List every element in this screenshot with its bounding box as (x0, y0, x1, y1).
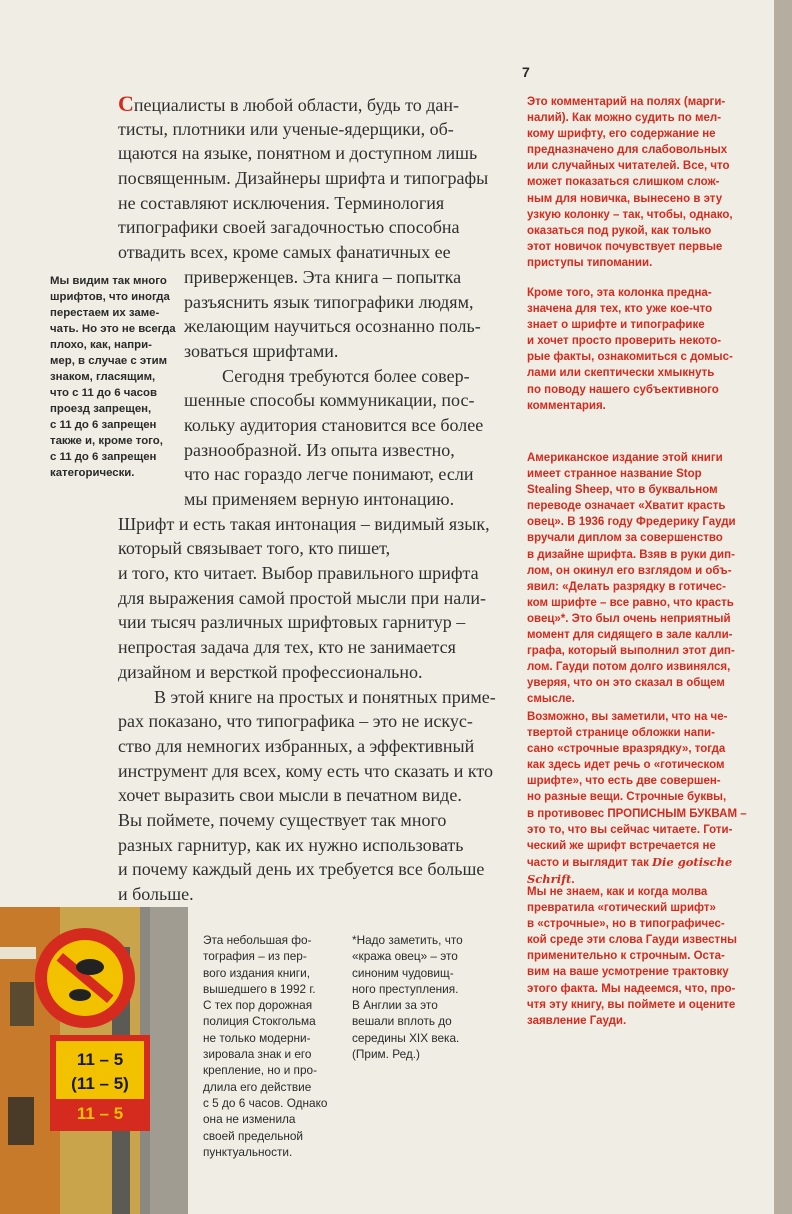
margin-line: Schrift. (527, 871, 575, 886)
left-note-line: Мы видим так много (50, 275, 167, 287)
main-line: ство для немногих избранных, а эффективный (118, 735, 475, 756)
margin-line: это то, что вы сейчас читаете. Готи- (527, 823, 733, 836)
margin-line: переводе означает «Хватит красть (527, 500, 726, 513)
main-line: пециалисты в любой области, будь то дан- (133, 95, 459, 115)
margin-line (527, 854, 747, 871)
margin-line: ком шрифте – все равно, что красть (527, 596, 734, 609)
main-text (118, 92, 496, 907)
margin-line-text: часто и выглядит так (527, 856, 649, 869)
margin-line: как здесь идет речь о «готическом (527, 759, 725, 772)
main-line: хочет выразить свои мысли в печатном виде. (118, 785, 462, 806)
footnote-line: синоним чудовищ- (352, 965, 454, 980)
margin-line: ным для новичка, вынесено в эту (527, 192, 723, 205)
caption-line: пунктуальности. (203, 1144, 293, 1159)
margin-line: графа, который выполнил этот дип- (527, 645, 735, 658)
main-line: мы применяем верную интонацию. (184, 489, 455, 509)
left-note-line: знаком, гласящим, (50, 371, 156, 383)
margin-line: момент для сидящего в зале калли- (527, 629, 733, 642)
margin-line: овец»*. Это был очень неприятный (527, 612, 731, 625)
footnote-line: «кража овец» – это (352, 949, 458, 964)
footnote-line: *Надо заметить, что (352, 933, 463, 947)
footnote-line: вешали вплоть до (352, 1014, 452, 1029)
margin-line: лом. Гауди потом долго извинялся, (527, 661, 731, 674)
margin-line: заявление Гауди. (527, 1014, 627, 1027)
margin-line: кой среде эти слова Гауди известны (527, 934, 737, 947)
margin-line: рые факты, ознакомиться с домыс- (527, 351, 733, 364)
main-line: который связывает того, кто пишет, (118, 538, 391, 559)
main-line: желающим научиться осознанно поль- (184, 316, 481, 337)
margin-line: Возможно, вы заметили, что на че- (527, 711, 728, 723)
margin-line: уверяя, что он это сказал в общем (527, 677, 725, 690)
caption-line: с 5 до 6 часов. Однако (203, 1095, 328, 1110)
main-line: зоваться шрифтами. (184, 340, 339, 361)
left-note-line: проезд запрещен, (50, 403, 152, 415)
margin-line: применительно к строчным. Оста- (527, 950, 725, 963)
margin-line: Stealing Sheep, что в буквальном (527, 484, 718, 497)
left-note-line: перестаем их заме- (50, 307, 160, 319)
caption-line: вышедшего в 1992 г. (203, 981, 316, 996)
caption-line: тография – из пер- (203, 949, 307, 964)
main-line: разъяснить язык типографики людям, (184, 291, 474, 312)
margin-line: в «строчные», но в типографичес- (527, 918, 725, 931)
margin-line: в противовес ПРОПИСНЫМ БУКВАМ – (527, 807, 747, 820)
margin-line: Мы не знаем, как и когда молва (527, 886, 708, 898)
gothic-sample: Die gotische (652, 854, 733, 869)
footnote-line: В Англии за это (352, 998, 438, 1013)
main-line: щаются на языке, понятном и доступном лишь (118, 143, 478, 164)
margin-line: по поводу нашего субъективного (527, 383, 719, 396)
main-line: и того, кто читает. Выбор правильного шрифта (118, 563, 479, 584)
left-note-line: категорически. (50, 467, 135, 479)
caption-line: она не изменила (203, 1112, 296, 1127)
margin-line: вручали диплом за совершенство (527, 532, 723, 545)
main-line: разнообразной. Из опыта известно, (184, 439, 455, 460)
page-number: 7 (522, 64, 530, 80)
main-line: чии тысяч различных шрифтовых гарнитур – (118, 612, 466, 633)
main-line: что нас гораздо легче понимают, если (184, 464, 474, 485)
margin-line: сано «строчные вразрядку», тогда (527, 743, 726, 756)
margin-line: кому шрифту, его содержание не (527, 128, 716, 141)
margin-line: значена для тех, кто уже кое-что (527, 303, 713, 316)
margin-line: оказаться под рукой, как только (527, 224, 712, 237)
main-line: В этой книге на простых и понятных приме- (154, 686, 496, 707)
street-sign-photo (0, 907, 188, 1214)
footnote-line: середины XIX века. (352, 1030, 460, 1045)
margin-note-1 (527, 94, 733, 271)
main-line: кольку аудитория становится все более (184, 414, 484, 435)
margin-line: твертой странице обложки напи- (527, 727, 715, 740)
caption-line: вого издания книги, (203, 965, 310, 980)
main-line: и больше. (118, 884, 194, 904)
main-line: типографики своей загадочностью способна (118, 217, 460, 238)
main-line: отвадить всех, кроме самых фанатичных ее (118, 242, 451, 263)
caption-line: крепление, но и про- (203, 1063, 317, 1078)
gothic-sample: Schrift (527, 871, 572, 886)
margin-line: лом, он окинул его взглядом и объ- (527, 564, 732, 577)
main-line: Сегодня требуются более совер- (222, 365, 470, 386)
page-edge (774, 0, 792, 1214)
margin-note-3 (527, 450, 736, 708)
margin-line: шрифте», что есть две совершен- (527, 775, 721, 788)
caption-line: не только модерни- (203, 1030, 311, 1045)
left-note-line: что с 11 до 6 часов (50, 387, 157, 399)
footnote-line: (Прим. Ред.) (352, 1047, 420, 1062)
main-line: Вы поймете, почему существует так много (118, 809, 447, 830)
left-note-line: плохо, как, напри- (50, 339, 152, 351)
left-note-line: также и, кроме того, (50, 435, 163, 447)
caption-line: своей предельной (203, 1128, 304, 1143)
margin-line: вим на ваше усмотрение трактовку (527, 966, 729, 979)
caption-line: полиция Стокгольма (203, 1014, 316, 1029)
margin-line: овец». В 1936 году Фредерику Гауди (527, 516, 736, 529)
left-side-note (50, 273, 176, 481)
photo-caption (203, 932, 327, 1160)
footnote-line: ного преступления. (352, 981, 459, 996)
main-line: для выражения самой простой мысли при нали- (118, 587, 487, 608)
margin-line: чтя эту книгу, вы поймете и оцените (527, 998, 736, 1011)
margin-line: Американское издание этой книги (527, 452, 723, 464)
main-line: дизайном и версткой профессионально. (118, 661, 423, 682)
margin-line: имеет странное название Stop (527, 468, 702, 481)
margin-line: ческий же шрифт встречается не (527, 839, 716, 852)
caption-line: зировала знак и его (203, 1047, 312, 1062)
caption-line: Эта небольшая фо- (203, 933, 312, 947)
margin-line: этого факта. Мы надеемся, что, про- (527, 982, 736, 995)
left-note-line: мер, в случае с этим (50, 355, 168, 367)
main-line: рах показано, что типографика – это не искус- (118, 711, 473, 732)
margin-line: лами или скептически хмыкнуть (527, 367, 715, 380)
sign-line-2: (11 – 5) (71, 1074, 129, 1093)
left-note-line: с 11 до 6 запрещен (50, 419, 157, 431)
sign-line-3: 11 – 5 (76, 1104, 124, 1123)
margin-line: или случайных читателей. Все, что (527, 160, 730, 173)
margin-line: узкую колонку – так, чтобы, однако, (527, 208, 733, 221)
margin-line: этот новичок почувствует первые (527, 240, 723, 253)
margin-line: налий). Как можно судить по мел- (527, 112, 722, 125)
caption-line: С тех пор дорожная (203, 998, 313, 1013)
margin-note-4 (527, 709, 747, 888)
margin-note-5 (527, 884, 737, 1029)
margin-line: и хочет просто проверить некото- (527, 335, 722, 348)
main-line: посвященным. Дизайнеры шрифта и типографы (118, 168, 489, 189)
margin-line: Кроме того, эта колонка предна- (527, 287, 712, 299)
sign-illustration (0, 907, 188, 1214)
margin-line: превратила «готический шрифт» (527, 902, 716, 915)
margin-line: Это комментарий на полях (марги- (527, 96, 726, 108)
caption-line: длила его действие (203, 1079, 312, 1094)
main-line: Шрифт и есть такая интонация – видимый язык, (118, 513, 490, 534)
margin-line: может показаться слишком слож- (527, 176, 720, 189)
margin-line: знает о шрифте и типографике (527, 319, 705, 332)
main-line: непростая задача для тех, кто не занимается (118, 637, 456, 658)
margin-line: предназначено для слабовольных (527, 144, 728, 157)
margin-line: смысле. (527, 693, 575, 706)
footnote (352, 932, 463, 1062)
main-line: приверженцев. Эта книга – попытка (184, 266, 462, 287)
main-line: тисты, плотники или ученые-ядерщики, об- (118, 118, 454, 139)
left-note-line: с 11 до 6 запрещен (50, 451, 157, 463)
margin-line: комментария. (527, 399, 606, 412)
main-line: и почему каждый день их требуется все больше (118, 859, 485, 880)
margin-line: в дизайне шрифта. Взяв в руки дип- (527, 548, 735, 561)
left-note-line: чать. Но это не всегда (50, 323, 176, 335)
margin-note-2 (527, 285, 733, 414)
margin-line: явил: «Делать разрядку в готичес- (527, 580, 726, 593)
margin-line: но разные вещи. Строчные буквы, (527, 791, 727, 804)
margin-line: приступы типомании. (527, 256, 653, 269)
left-note-line: шрифтов, что иногда (50, 291, 170, 303)
main-line: разных гарнитур, как их нужно использовать (118, 834, 464, 855)
main-line: не составляют исключения. Терминология (118, 192, 445, 213)
drop-cap: С (118, 91, 134, 116)
main-line: инструмент для всех, кому есть что сказать и кто (118, 760, 494, 781)
sign-line-1: 11 – 5 (76, 1050, 124, 1069)
main-line: шенные способы коммуникации, пос- (184, 390, 475, 411)
